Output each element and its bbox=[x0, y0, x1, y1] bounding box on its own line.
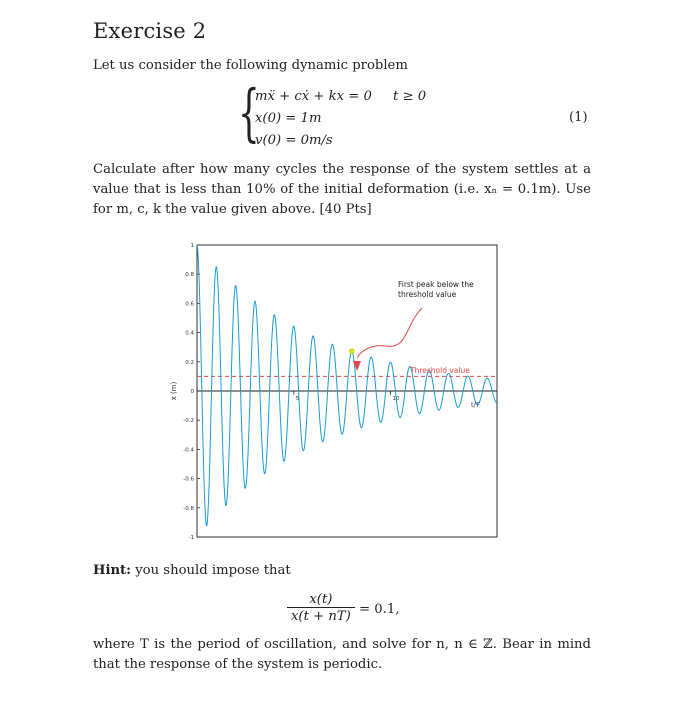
equation-condition: t ≥ 0 bbox=[393, 89, 427, 104]
equation-number: (1) bbox=[569, 110, 588, 125]
y-axis-label: x (m) bbox=[170, 381, 178, 401]
exercise-heading: Exercise 2 bbox=[93, 19, 207, 43]
y-tick-label: -0.2 bbox=[183, 418, 194, 425]
system-brace: { bbox=[238, 76, 260, 149]
hint-text: you should impose that bbox=[135, 563, 291, 578]
hint-fraction bbox=[287, 592, 355, 624]
hint-line bbox=[93, 563, 291, 578]
x-tick-label: 10 bbox=[392, 396, 400, 402]
y-tick-label: 0.4 bbox=[185, 330, 194, 337]
y-tick-label: 1 bbox=[190, 243, 194, 249]
fraction-denominator: x(t + nT) bbox=[287, 607, 355, 624]
response-chart bbox=[160, 240, 505, 545]
annotation-arrow bbox=[357, 308, 422, 358]
annotation-text-line2: threshold value bbox=[398, 290, 457, 299]
fraction-value: = 0.1, bbox=[359, 602, 400, 617]
first-peak-marker bbox=[349, 349, 354, 354]
threshold-label: Threshold value bbox=[410, 366, 470, 375]
equation-initial-velocity: v(0) = 0m/s bbox=[255, 133, 333, 148]
equation-initial-displacement: x(0) = 1m bbox=[255, 111, 322, 126]
y-tick-label: -0.8 bbox=[183, 505, 194, 512]
y-tick-label: 0.2 bbox=[185, 359, 194, 366]
x-axis-label: t/T bbox=[471, 401, 480, 409]
fraction-numerator: x(t) bbox=[309, 592, 333, 607]
y-tick-label: 0.8 bbox=[185, 272, 194, 279]
question-text: Calculate after how many cycles the response of the system settles at a value that is less than 10% of the initial deformation (i.e. xₙ = 0.1m). Use for m, c, k the value given above. [40 Pts] bbox=[93, 162, 591, 217]
intro-text: Let us consider the following dynamic problem bbox=[93, 58, 408, 73]
y-tick-label: -0.4 bbox=[183, 447, 194, 454]
y-tick-label: 0.6 bbox=[185, 301, 194, 308]
hint-label: Hint: bbox=[93, 563, 132, 578]
y-tick-label: -0.6 bbox=[183, 476, 194, 483]
y-tick-label: -1 bbox=[188, 535, 194, 541]
annotation-text-line1: First peak below the bbox=[398, 280, 474, 289]
y-tick-label: 0 bbox=[190, 389, 194, 395]
closing-text: where T is the period of oscillation, and solve for n, n ∈ ℤ. Bear in mind that the response of the system is periodic. bbox=[93, 637, 591, 672]
x-tick-label: 5 bbox=[295, 396, 300, 402]
equation-motion: mẍ + cẋ + kx = 0 bbox=[255, 89, 372, 104]
